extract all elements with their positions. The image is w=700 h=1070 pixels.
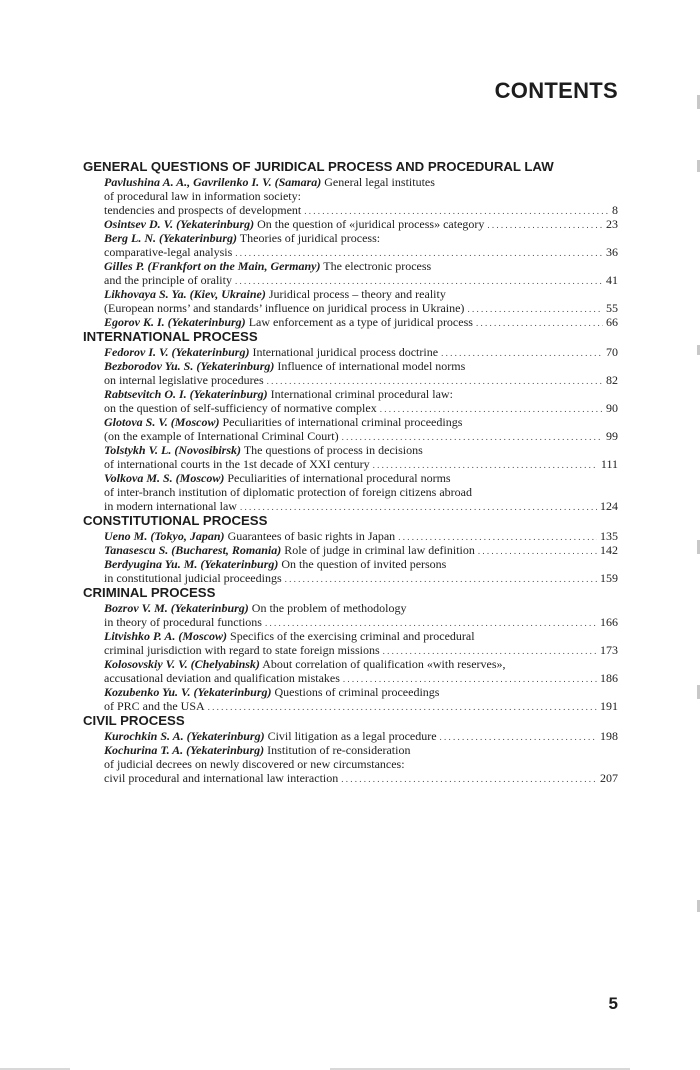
entry-author: Ueno M. (Tokyo, Japan) <box>104 529 225 543</box>
entry-line-text <box>104 643 383 657</box>
entry-title: of international courts in the 1st decade of XXI century <box>104 457 370 471</box>
entry-line <box>104 359 618 373</box>
entry-line <box>104 771 618 785</box>
entry-title: (on the example of International Criminal Court) <box>104 429 339 443</box>
dot-leader <box>398 529 597 543</box>
entry-line <box>104 543 618 557</box>
dot-leader <box>235 245 603 259</box>
entry-line-text <box>104 345 441 359</box>
entry-title: Law enforcement as a type of juridical process <box>248 315 473 329</box>
dot-leader <box>478 543 597 557</box>
entry-title: On the question of invited persons <box>281 557 447 571</box>
entry-author: Gilles P. (Frankfort on the Main, Germany) <box>104 259 321 273</box>
entry-line <box>104 443 618 457</box>
entry-title: Guarantees of basic rights in Japan <box>227 529 396 543</box>
toc-entry[interactable] <box>83 315 618 329</box>
entry-line-text <box>104 699 208 713</box>
entry-line <box>104 485 618 499</box>
entry-title: criminal jurisdiction with regard to state foreign missions <box>104 643 380 657</box>
dot-leader <box>380 401 603 415</box>
entry-line <box>104 529 618 543</box>
toc-entry[interactable] <box>83 387 618 415</box>
entry-author: Rabtsevitch O. I. (Yekaterinburg) <box>104 387 268 401</box>
entry-author: Litvishko P. A. (Moscow) <box>104 629 228 643</box>
entry-author: Volkova M. S. (Moscow) <box>104 471 225 485</box>
entry-title: General legal institutes <box>324 175 435 189</box>
entry-line-text <box>104 729 440 743</box>
toc-entry[interactable] <box>83 259 618 287</box>
entry-line <box>104 615 618 629</box>
toc-entry[interactable] <box>83 743 618 785</box>
entry-title: International juridical process doctrine <box>252 345 439 359</box>
entry-title: Institution of re-consideration <box>267 743 411 757</box>
entry-title: Peculiarities of international criminal proceedings <box>222 415 463 429</box>
entry-line <box>104 757 618 771</box>
toc-entry[interactable] <box>83 359 618 387</box>
entry-page-number: 186 <box>600 671 618 685</box>
entry-title: Role of judge in criminal law definition <box>284 543 475 557</box>
entry-line <box>104 457 618 471</box>
entry-line <box>104 729 618 743</box>
entry-line <box>104 345 618 359</box>
entry-author: Likhovaya S. Ya. (Kiev, Ukraine) <box>104 287 266 301</box>
entry-line-text <box>104 529 398 543</box>
toc-entry[interactable] <box>83 685 618 713</box>
entry-author: Berg L. N. (Yekaterinburg) <box>104 231 237 245</box>
entry-page-number: 142 <box>600 543 618 557</box>
entry-page-number: 23 <box>606 217 618 231</box>
entry-author: Osintsev D. V. (Yekaterinburg) <box>104 217 255 231</box>
entry-line <box>104 557 618 571</box>
entry-page-number: 135 <box>600 529 618 543</box>
entry-page-number: 173 <box>600 643 618 657</box>
entry-title: Influence of international model norms <box>277 359 466 373</box>
entry-title: On the question of «juridical process» category <box>257 217 485 231</box>
entry-author: Berdyugina Yu. M. (Yekaterinburg) <box>104 557 279 571</box>
dot-leader <box>341 771 597 785</box>
entry-title: of procedural law in information society: <box>104 189 301 203</box>
entry-line <box>104 699 618 713</box>
entry-title: of inter-branch institution of diplomatic protection of foreign citizens abroad <box>104 485 472 499</box>
entry-line <box>104 429 618 443</box>
dot-leader <box>285 571 597 585</box>
dot-leader <box>441 345 603 359</box>
toc-entry[interactable] <box>83 415 618 443</box>
entry-line <box>104 301 618 315</box>
entry-page-number: 82 <box>606 373 618 387</box>
entry-author: Glotova S. V. (Moscow) <box>104 415 220 429</box>
entry-page-number: 70 <box>606 345 618 359</box>
section-heading: CIVIL PROCESS <box>83 713 185 728</box>
section-heading: GENERAL QUESTIONS OF JURIDICAL PROCESS AND PROCEDURAL LAW <box>83 159 554 174</box>
entry-line-text <box>104 315 476 329</box>
entry-line-text <box>104 301 467 315</box>
entry-line-text <box>104 401 380 415</box>
toc-entry[interactable] <box>83 629 618 657</box>
entry-line-text <box>104 499 240 513</box>
entry-line <box>104 657 618 671</box>
toc-entry[interactable] <box>83 657 618 685</box>
entry-page-number: 8 <box>612 203 618 217</box>
entry-title: in theory of procedural functions <box>104 615 262 629</box>
entry-line <box>104 629 618 643</box>
dot-leader <box>383 643 597 657</box>
entry-title: tendencies and prospects of development <box>104 203 302 217</box>
entry-line <box>104 203 618 217</box>
entry-author: Kochurina T. A. (Yekaterinburg) <box>104 743 265 757</box>
entry-line <box>104 387 618 401</box>
entry-title: Theories of juridical process: <box>239 231 381 245</box>
entry-page-number: 36 <box>606 245 618 259</box>
dot-leader <box>440 729 597 743</box>
entry-author: Kolosovskiy V. V. (Chelyabinsk) <box>104 657 260 671</box>
entry-title: civil procedural and international law interaction <box>104 771 339 785</box>
page-number: 5 <box>608 994 618 1013</box>
entry-line-text <box>104 615 265 629</box>
entry-line-text <box>104 457 373 471</box>
entry-author: Egorov K. I. (Yekaterinburg) <box>104 315 246 329</box>
entry-line <box>104 601 618 615</box>
entry-author: Fedorov I. V. (Yekaterinburg) <box>104 345 250 359</box>
entry-line <box>104 259 618 273</box>
entry-page-number: 159 <box>600 571 618 585</box>
entry-line <box>104 471 618 485</box>
entry-line <box>104 315 618 329</box>
entry-title: Specifics of the exercising criminal and procedural <box>230 629 475 643</box>
entry-line <box>104 743 618 757</box>
toc-entry[interactable] <box>83 287 618 315</box>
entry-title: accusational deviation and qualification mistakes <box>104 671 340 685</box>
entry-line <box>104 175 618 189</box>
entry-title: on internal legislative procedures <box>104 373 264 387</box>
entry-page-number: 111 <box>600 457 618 471</box>
entry-line <box>104 685 618 699</box>
entry-title: in modern international law <box>104 499 237 513</box>
toc-entry[interactable] <box>83 345 618 359</box>
entry-line-text <box>104 543 478 557</box>
section-heading: INTERNATIONAL PROCESS <box>83 329 258 344</box>
toc-entry[interactable] <box>83 443 618 471</box>
toc-entry[interactable] <box>83 557 618 585</box>
entry-line-text <box>104 771 341 785</box>
entry-page-number: 66 <box>606 315 618 329</box>
entry-title: Questions of criminal proceedings <box>274 685 440 699</box>
entry-page-number: 207 <box>600 771 618 785</box>
page-title: CONTENTS <box>494 78 618 103</box>
dot-leader <box>487 217 603 231</box>
entry-line-text <box>104 217 487 231</box>
entry-title: The questions of process in decisions <box>243 443 423 457</box>
toc-entry[interactable] <box>83 175 618 217</box>
entry-author: Bezborodov Yu. S. (Yekaterinburg) <box>104 359 275 373</box>
entry-title: and the principle of orality <box>104 273 232 287</box>
toc-entry[interactable] <box>83 729 618 743</box>
entry-title: in constitutional judicial proceedings <box>104 571 282 585</box>
entry-line-text <box>104 671 343 685</box>
toc-entry[interactable] <box>83 601 618 629</box>
entry-line <box>104 671 618 685</box>
entry-line <box>104 245 618 259</box>
dot-leader <box>476 315 603 329</box>
toc-entry[interactable] <box>83 543 618 557</box>
entry-author: Pavlushina A. A., Gavrilenko I. V. (Samara) <box>104 175 322 189</box>
dot-leader <box>267 373 603 387</box>
entry-line <box>104 499 618 513</box>
entry-title: comparative-legal analysis <box>104 245 233 259</box>
entry-line <box>104 189 618 203</box>
entry-line-text <box>104 245 235 259</box>
entry-author: Kurochkin S. A. (Yekaterinburg) <box>104 729 265 743</box>
entry-line <box>104 231 618 245</box>
entry-line <box>104 571 618 585</box>
entry-title: The electronic process <box>323 259 432 273</box>
entry-line-text <box>104 373 267 387</box>
dot-leader <box>342 429 603 443</box>
entry-line <box>104 643 618 657</box>
entry-title: About correlation of qualification «with reserves», <box>262 657 506 671</box>
section-heading: CRIMINAL PROCESS <box>83 585 216 600</box>
dot-leader <box>235 273 603 287</box>
table-of-contents <box>83 159 618 785</box>
section-heading: CONSTITUTIONAL PROCESS <box>83 513 268 528</box>
entry-page-number: 124 <box>600 499 618 513</box>
entry-title: of PRC and the USA <box>104 699 205 713</box>
entry-page-number: 55 <box>606 301 618 315</box>
entry-line <box>104 217 618 231</box>
dot-leader <box>240 499 597 513</box>
entry-author: Bozrov V. M. (Yekaterinburg) <box>104 601 249 615</box>
entry-page-number: 90 <box>606 401 618 415</box>
entry-page-number: 166 <box>600 615 618 629</box>
entry-line-text <box>104 203 304 217</box>
entry-title: on the question of self-sufficiency of normative complex <box>104 401 377 415</box>
dot-leader <box>265 615 597 629</box>
entry-line <box>104 415 618 429</box>
entry-line-text <box>104 429 342 443</box>
entry-page-number: 41 <box>606 273 618 287</box>
toc-entry[interactable] <box>83 529 618 543</box>
entry-title: Juridical process – theory and reality <box>268 287 446 301</box>
entry-line <box>104 401 618 415</box>
entry-page-number: 191 <box>600 699 618 713</box>
entry-author: Tolstykh V. L. (Novosibirsk) <box>104 443 242 457</box>
entry-title: Peculiarities of international procedural norms <box>227 471 451 485</box>
entry-title: (European norms’ and standards’ influence on juridical process in Ukraine) <box>104 301 465 315</box>
toc-entry[interactable] <box>83 231 618 259</box>
entry-title: Civil litigation as a legal procedure <box>267 729 437 743</box>
dot-leader <box>343 671 597 685</box>
entry-title: of judicial decrees on newly discovered or new circumstances: <box>104 757 405 771</box>
entry-author: Kozubenko Yu. V. (Yekaterinburg) <box>104 685 272 699</box>
entry-page-number: 99 <box>606 429 618 443</box>
toc-entry[interactable] <box>83 471 618 513</box>
entry-line <box>104 287 618 301</box>
toc-entry[interactable] <box>83 217 618 231</box>
entry-line-text <box>104 273 235 287</box>
entry-page-number: 198 <box>600 729 618 743</box>
entry-title: International criminal procedural law: <box>270 387 453 401</box>
dot-leader <box>208 699 597 713</box>
dot-leader <box>304 203 609 217</box>
entry-line-text <box>104 571 285 585</box>
entry-title: On the problem of methodology <box>251 601 407 615</box>
entry-line <box>104 373 618 387</box>
dot-leader <box>373 457 598 471</box>
entry-line <box>104 273 618 287</box>
entry-author: Tanasescu S. (Bucharest, Romania) <box>104 543 282 557</box>
dot-leader <box>467 301 603 315</box>
